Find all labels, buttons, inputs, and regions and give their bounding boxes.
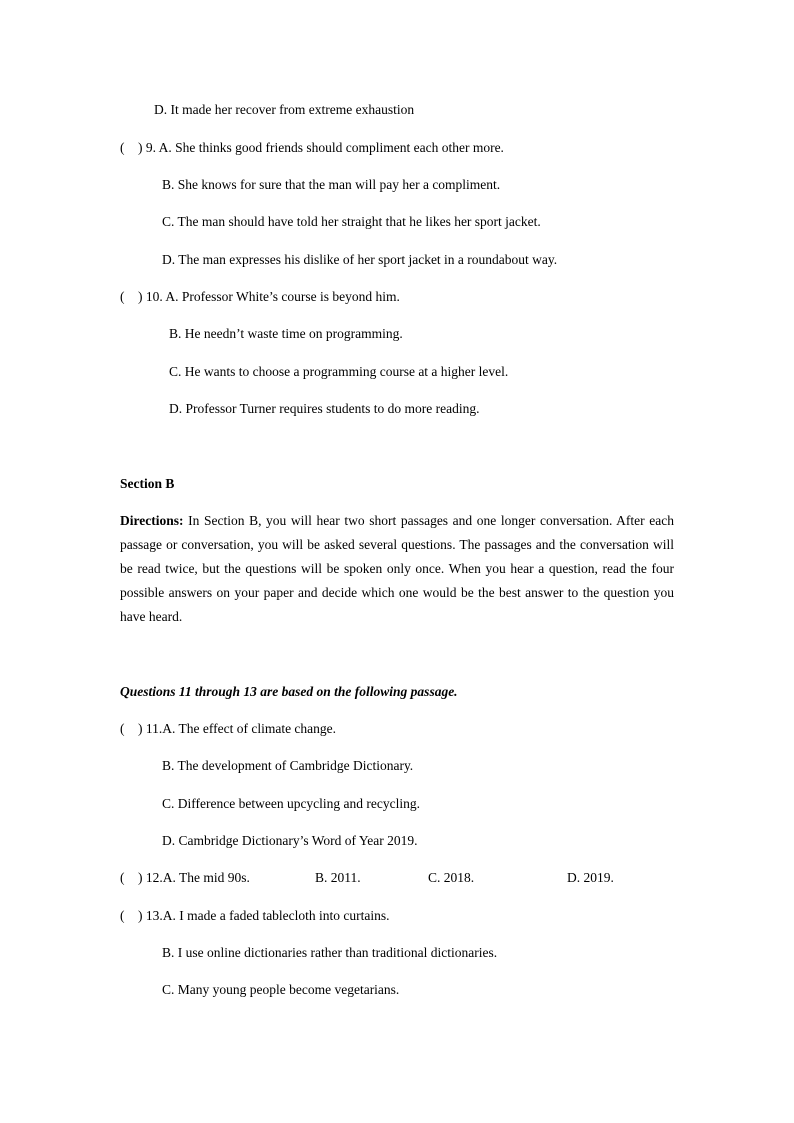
directions-text: In Section B, you will hear two short passages and one longer conversation. After each passage or conversation, you will be asked several questions. The passages and the conversation will be read twice, but the questions will be spoken only once. When you hear a question, read the four possible answers on your paper and decide which one would be the best answer to the question you have heard.	[120, 513, 674, 624]
q10-stem-option-a: ( ) 10. A. Professor White’s course is beyond him.	[120, 289, 400, 304]
q12-option-b: B. 2011.	[315, 870, 361, 885]
section-b-directions	[120, 509, 674, 629]
q13-option-c: C. Many young people become vegetarians.	[162, 982, 400, 997]
q11-option-d: D. Cambridge Dictionary’s Word of Year 2019.	[162, 833, 418, 848]
q8-option-d: D. It made her recover from extreme exhaustion	[154, 102, 415, 117]
passage-1-heading: Questions 11 through 13 are based on the following passage.	[120, 684, 458, 699]
q10-option-b: B. He needn’t waste time on programming.	[169, 326, 403, 341]
q13-stem-option-a: ( ) 13.A. I made a faded tablecloth into curtains.	[120, 908, 390, 923]
q11-option-b: B. The development of Cambridge Dictionary.	[162, 758, 414, 773]
q10-option-c: C. He wants to choose a programming course at a higher level.	[169, 364, 509, 379]
q12-option-c: C. 2018.	[428, 870, 475, 885]
section-b-heading: Section B	[120, 476, 175, 491]
q10-option-d: D. Professor Turner requires students to do more reading.	[169, 401, 480, 416]
q9-option-c: C. The man should have told her straight that he likes her sport jacket.	[162, 214, 541, 229]
q11-option-c: C. Difference between upcycling and recycling.	[162, 796, 421, 811]
directions-label: Directions:	[120, 513, 184, 528]
q9-option-d: D. The man expresses his dislike of her sport jacket in a roundabout way.	[162, 252, 558, 267]
q12-option-d: D. 2019.	[567, 870, 614, 885]
q9-option-b: B. She knows for sure that the man will pay her a compliment.	[162, 177, 501, 192]
q12-stem-option-a: ( ) 12.A. The mid 90s.	[120, 870, 250, 885]
q11-stem-option-a: ( ) 11.A. The effect of climate change.	[120, 721, 337, 736]
q13-option-b: B. I use online dictionaries rather than traditional dictionaries.	[162, 945, 498, 960]
q9-stem-option-a: ( ) 9. A. She thinks good friends should compliment each other more.	[120, 140, 504, 155]
